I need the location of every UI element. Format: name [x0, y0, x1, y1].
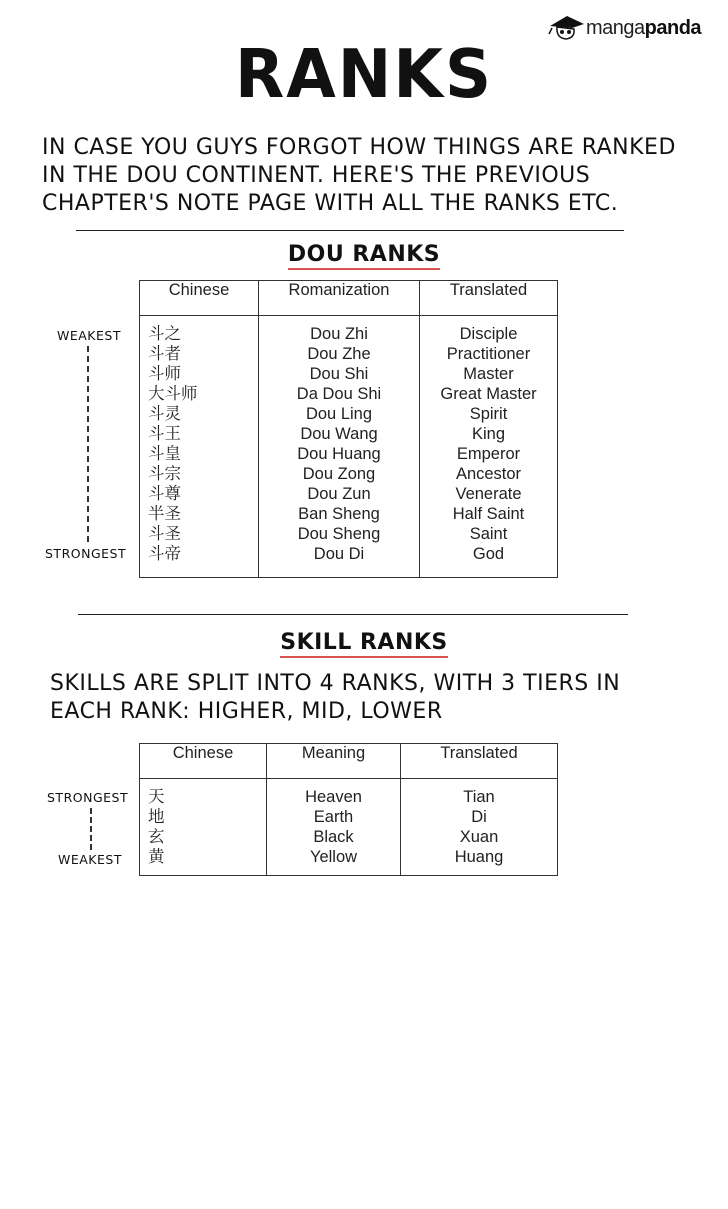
intro-line-2: IN THE DOU CONTINENT. HERE'S THE PREVIOUS [42, 163, 591, 188]
romanized-rank: Dou Zong [302, 465, 376, 483]
skill-strongest-label: STRONGEST [47, 790, 129, 805]
chinese-rank: 斗师 [148, 365, 181, 383]
skill-strength-arrow [90, 808, 92, 850]
logo-text-manga: manga [586, 17, 645, 39]
chinese-column [140, 779, 267, 876]
dou-ranks-table [139, 280, 558, 578]
meaning-skill-rank: Yellow [309, 848, 358, 866]
romanized-rank: Dou Huang [297, 445, 381, 463]
chinese-rank: 斗尊 [148, 485, 181, 503]
col-header-translated: Translated [420, 281, 558, 316]
col-header-chinese: Chinese [140, 744, 267, 779]
romanized-rank: Dou Shi [309, 365, 369, 383]
chinese-skill-rank: 天 [148, 788, 165, 806]
translated-rank: Ancestor [455, 465, 522, 483]
skill-weakest-label: WEAKEST [58, 852, 122, 867]
romanized-rank: Dou Sheng [297, 525, 381, 543]
translated-column [420, 316, 558, 578]
table-header-row [140, 281, 558, 316]
skills-note [50, 670, 710, 726]
romanized-rank: Dou Zun [307, 485, 371, 503]
table-body-row [140, 316, 558, 578]
dou-ranks-heading: DOU RANKS [0, 242, 728, 267]
intro-line-1: IN CASE YOU GUYS FORGOT HOW THINGS ARE RANKED [42, 135, 676, 160]
dou-strongest-label: STRONGEST [45, 546, 127, 561]
logo-text-panda: panda [644, 17, 702, 39]
translated-skill-rank: Tian [463, 788, 495, 806]
skills-note-line-2: EACH RANK: HIGHER, MID, LOWER [50, 699, 443, 724]
translated-rank: Emperor [456, 445, 521, 463]
skill-ranks-table [139, 743, 558, 876]
meaning-column [267, 779, 401, 876]
chinese-rank: 斗者 [148, 345, 181, 363]
chinese-rank: 半圣 [148, 505, 181, 523]
chinese-rank: 斗灵 [148, 405, 181, 423]
table-header-row [140, 744, 558, 779]
chinese-skill-rank: 黄 [148, 848, 165, 866]
dou-strength-arrow [87, 346, 89, 542]
chinese-rank: 大斗师 [148, 385, 198, 403]
skills-note-line-1: SKILLS ARE SPLIT INTO 4 RANKS, WITH 3 TIERS IN [50, 671, 621, 696]
romanized-rank: Dou Zhi [310, 325, 368, 343]
translated-rank: Master [463, 365, 514, 383]
col-header-chinese: Chinese [140, 281, 259, 316]
translated-skill-rank: Di [471, 808, 487, 826]
translated-rank: Spirit [469, 405, 508, 423]
translated-skill-rank: Xuan [459, 828, 499, 846]
divider-middle [78, 614, 628, 615]
romanized-rank: Dou Di [313, 545, 365, 563]
chinese-rank: 斗王 [148, 425, 181, 443]
meaning-skill-rank: Heaven [305, 788, 362, 806]
col-header-meaning: Meaning [267, 744, 401, 779]
chinese-rank: 斗之 [148, 325, 181, 343]
romanized-rank: Ban Sheng [298, 505, 380, 523]
chinese-rank: 斗宗 [148, 465, 181, 483]
chinese-skill-rank: 地 [148, 808, 165, 826]
chinese-rank: 斗圣 [148, 525, 181, 543]
romanized-rank: Da Dou Shi [296, 385, 382, 403]
chinese-rank: 斗皇 [148, 445, 181, 463]
romanized-rank: Dou Ling [305, 405, 373, 423]
meaning-skill-rank: Black [313, 828, 354, 846]
intro-text [42, 134, 712, 218]
chinese-skill-rank: 玄 [148, 828, 165, 846]
col-header-romanization: Romanization [259, 281, 420, 316]
page-title: RANKS [234, 36, 494, 114]
skill-ranks-heading: SKILL RANKS [0, 630, 728, 655]
translated-skill-rank: Huang [454, 848, 504, 866]
romanized-rank: Dou Wang [300, 425, 378, 443]
translated-rank: God [472, 545, 505, 563]
col-header-translated: Translated [401, 744, 558, 779]
divider-top [76, 230, 624, 231]
meaning-skill-rank: Earth [313, 808, 354, 826]
chinese-column [140, 316, 259, 578]
dou-weakest-label: WEAKEST [57, 328, 121, 343]
translated-rank: Great Master [440, 385, 537, 403]
translated-rank: Practitioner [446, 345, 531, 363]
chinese-rank: 斗帝 [148, 545, 181, 563]
translated-rank: Disciple [459, 325, 518, 343]
romanization-column [259, 316, 420, 578]
translated-rank: Venerate [455, 485, 522, 503]
romanized-rank: Dou Zhe [307, 345, 371, 363]
translated-rank: Half Saint [452, 505, 525, 523]
intro-line-3: CHAPTER'S NOTE PAGE WITH ALL THE RANKS ETC. [42, 191, 619, 216]
translated-rank: Saint [469, 525, 508, 543]
translated-column [401, 779, 558, 876]
translated-rank: King [471, 425, 506, 443]
table-body-row [140, 779, 558, 876]
